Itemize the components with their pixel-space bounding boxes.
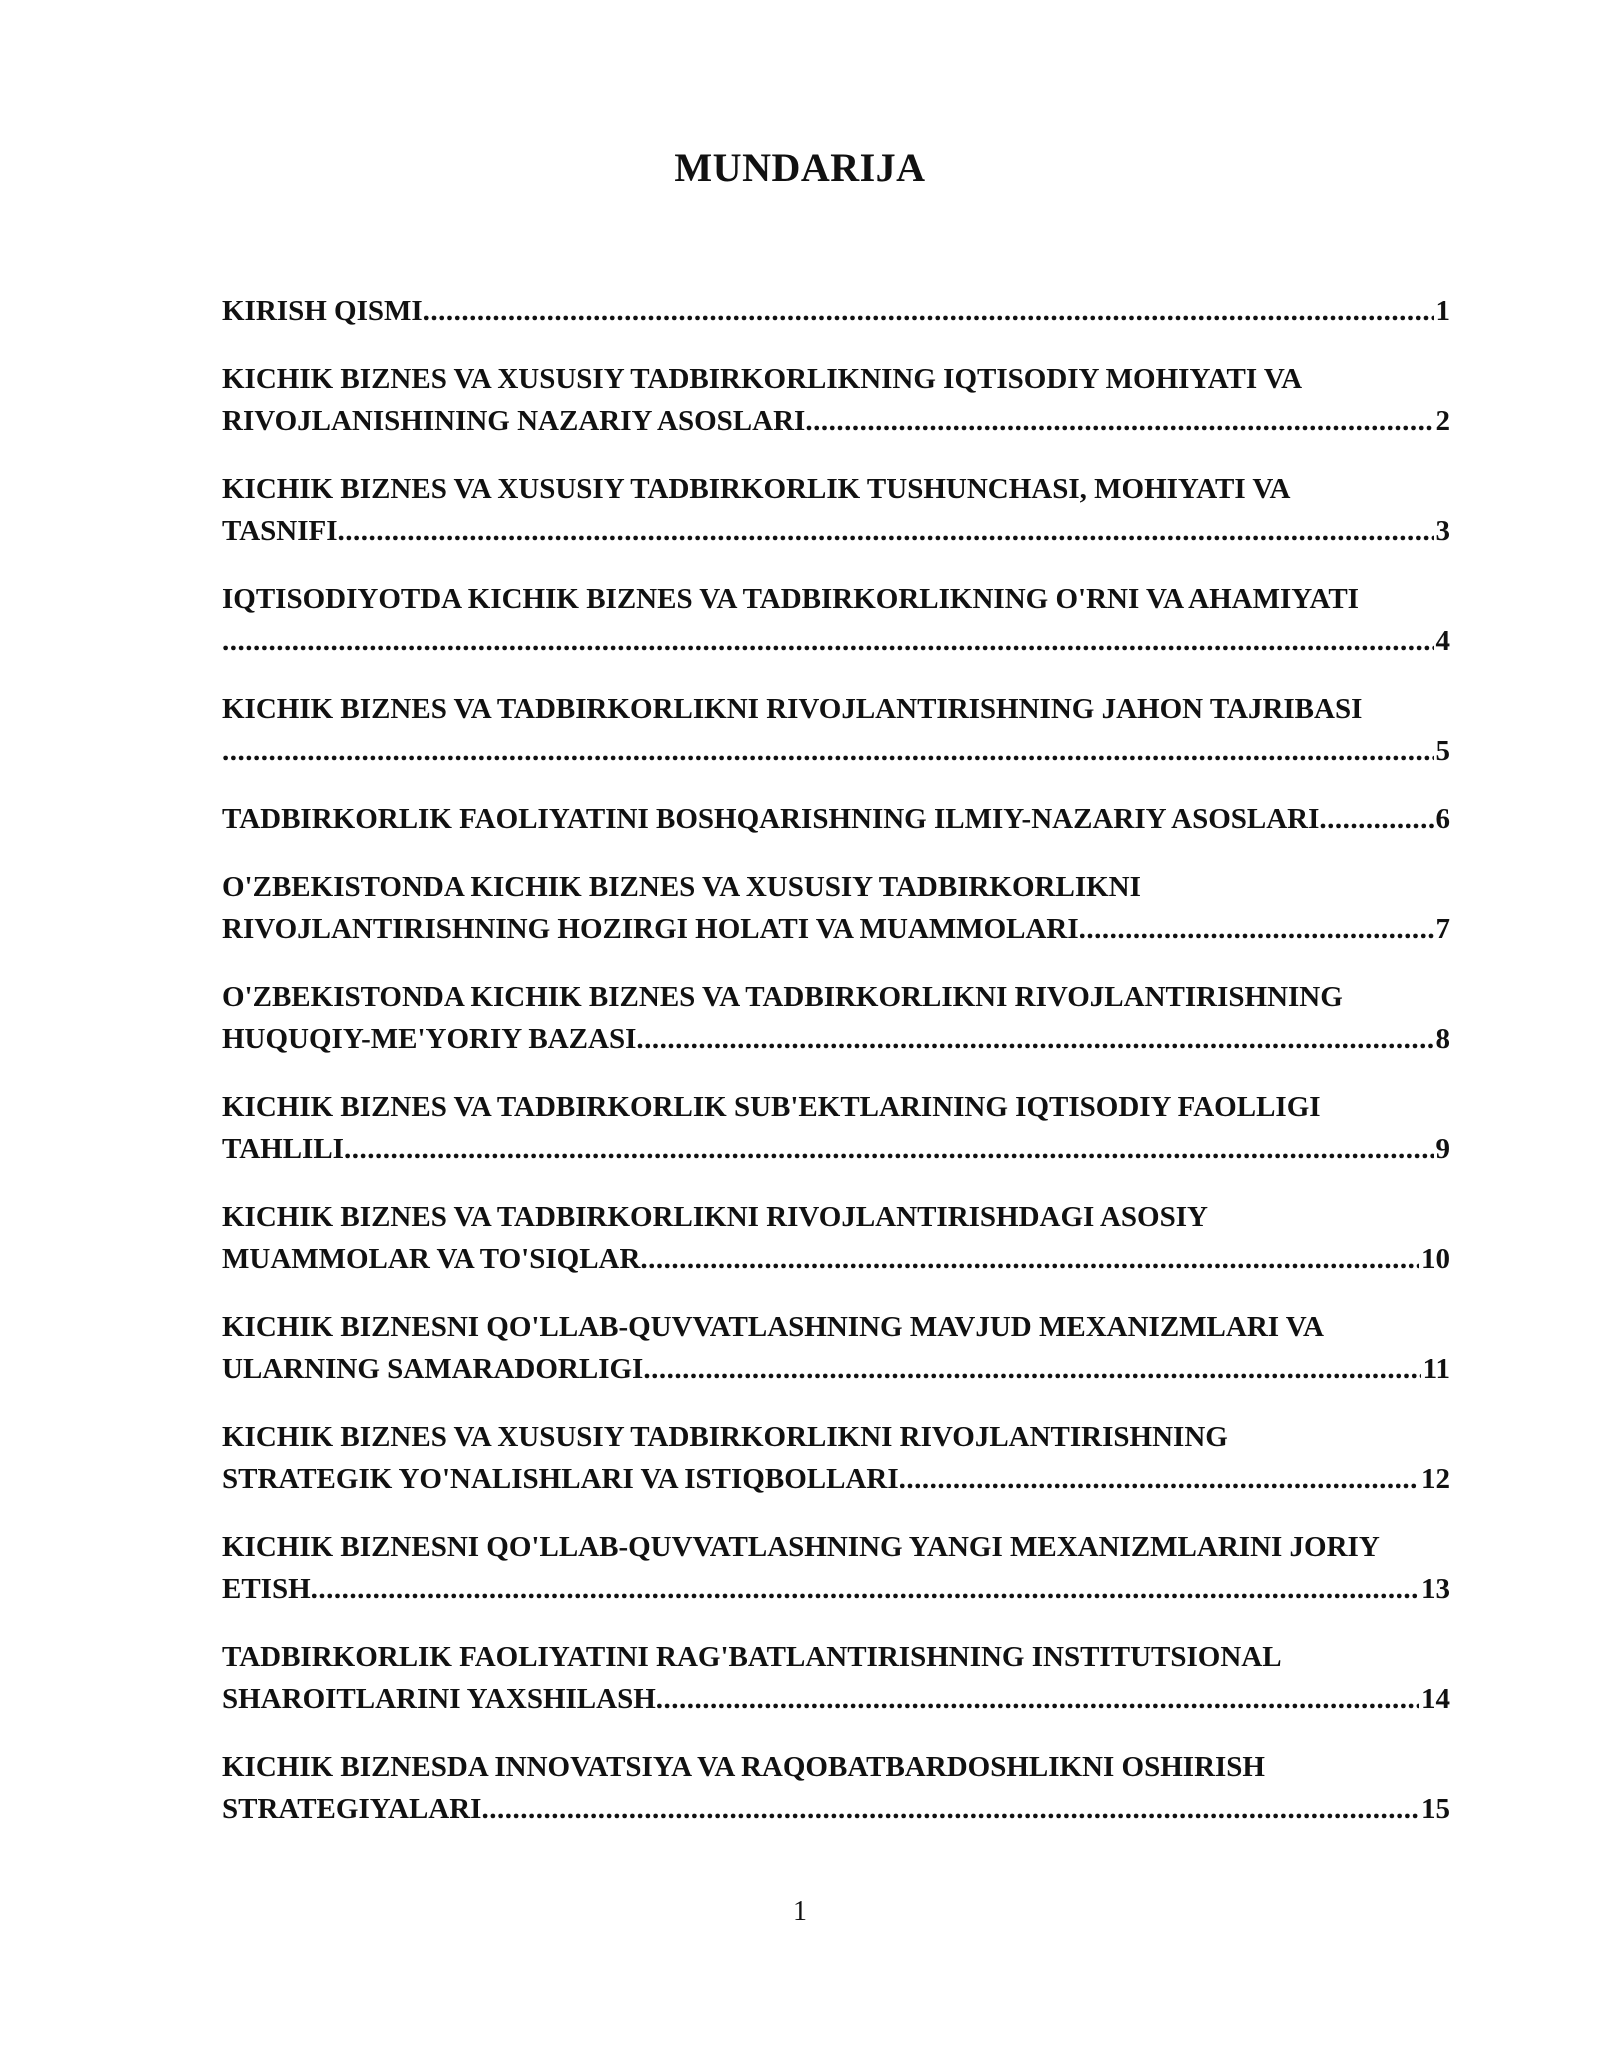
toc-entry[interactable] <box>222 1196 1450 1280</box>
dot-leader <box>1319 798 1433 840</box>
toc-entry-leader-line <box>222 1678 1450 1720</box>
dot-leader <box>222 730 1434 772</box>
toc-entry-title-line: KICHIK BIZNES VA XUSUSIY TADBIRKORLIKNI RIVOJLANTIRISHNING <box>222 1421 1228 1453</box>
toc-entry[interactable] <box>222 468 1450 552</box>
toc-entry-title: TAHLILI <box>222 1133 344 1165</box>
dot-leader <box>344 1128 1434 1170</box>
dot-leader <box>805 400 1433 442</box>
toc-entry-page-number: 6 <box>1435 803 1450 835</box>
toc-entry-leader-line <box>222 1128 1450 1170</box>
toc-entry-title: KIRISH QISMI <box>222 295 423 327</box>
toc-entry-title-line: KICHIK BIZNESNI QO'LLAB-QUVVATLASHNING MAVJUD MEXANIZMLARI VA <box>222 1311 1324 1343</box>
toc-entry[interactable] <box>222 798 1450 840</box>
toc-entry-leader-line <box>222 1788 1450 1830</box>
toc-entry[interactable] <box>222 866 1450 950</box>
toc-entry-title-line: KICHIK BIZNES VA TADBIRKORLIK SUB'EKTLARINING IQTISODIY FAOLLIGI <box>222 1091 1321 1123</box>
toc-entry-title: ETISH <box>222 1573 311 1605</box>
toc-entry-page-number: 7 <box>1435 913 1450 945</box>
toc-entry-leader-line <box>222 730 1450 772</box>
toc-entry[interactable] <box>222 1306 1450 1390</box>
toc-entry-title-line: KICHIK BIZNES VA XUSUSIY TADBIRKORLIKNING IQTISODIY MOHIYATI VA <box>222 363 1303 395</box>
toc-entry[interactable] <box>222 1636 1450 1720</box>
dot-leader <box>1079 908 1434 950</box>
toc-entry-leader-line <box>222 1238 1450 1280</box>
toc-entry-title-line: KICHIK BIZNES VA TADBIRKORLIKNI RIVOJLANTIRISHDAGI ASOSIY <box>222 1201 1208 1233</box>
toc-entry-title-line: KICHIK BIZNES VA TADBIRKORLIKNI RIVOJLANTIRISHNING JAHON TAJRIBASI <box>222 693 1363 725</box>
toc-entry-page-number: 1 <box>1435 295 1450 327</box>
toc-entry[interactable] <box>222 1416 1450 1500</box>
toc-entry[interactable] <box>222 578 1450 662</box>
toc-entry-leader-line <box>222 1458 1450 1500</box>
toc-entry-title: RIVOJLANTIRISHNING HOZIRGI HOLATI VA MUAMMOLARI <box>222 913 1079 945</box>
toc-entry-leader-line <box>222 510 1450 552</box>
toc-entry-leader-line <box>222 1018 1450 1060</box>
toc-entry[interactable] <box>222 290 1450 332</box>
toc-entry-page-number: 3 <box>1435 515 1450 547</box>
toc-entry-page-number: 15 <box>1421 1793 1450 1825</box>
toc-entry-page-number: 12 <box>1421 1463 1450 1495</box>
toc-entry-leader-line <box>222 908 1450 950</box>
dot-leader <box>338 510 1434 552</box>
toc-entry[interactable] <box>222 976 1450 1060</box>
toc-entry[interactable] <box>222 1746 1450 1830</box>
page-title: MUNDARIJA <box>674 145 926 190</box>
toc-entry-title-line: KICHIK BIZNES VA XUSUSIY TADBIRKORLIK TUSHUNCHASI, MOHIYATI VA <box>222 473 1291 505</box>
toc-entry-title-line: KICHIK BIZNESNI QO'LLAB-QUVVATLASHNING YANGI MEXANIZMLARINI JORIY <box>222 1531 1380 1563</box>
toc-entry-title: MUAMMOLAR VA TO'SIQLAR <box>222 1243 641 1275</box>
dot-leader <box>636 1018 1433 1060</box>
toc-entry-page-number: 8 <box>1435 1023 1450 1055</box>
dot-leader <box>481 1788 1419 1830</box>
toc-entry-leader-line <box>222 1568 1450 1610</box>
toc-entry-title: STRATEGIK YO'NALISHLARI VA ISTIQBOLLARI <box>222 1463 899 1495</box>
toc-entry-page-number: 4 <box>1435 625 1450 657</box>
toc-entry-page-number: 14 <box>1421 1683 1450 1715</box>
toc-entry[interactable] <box>222 358 1450 442</box>
toc-entry[interactable] <box>222 1086 1450 1170</box>
toc-entry-leader-line <box>222 400 1450 442</box>
dot-leader <box>899 1458 1419 1500</box>
toc-entry-page-number: 9 <box>1435 1133 1450 1165</box>
table-of-contents <box>222 290 1450 1856</box>
toc-entry-title: ULARNING SAMARADORLIGI <box>222 1353 644 1385</box>
toc-entry-page-number: 10 <box>1421 1243 1450 1275</box>
toc-entry[interactable] <box>222 1526 1450 1610</box>
toc-entry-title-line: TADBIRKORLIK FAOLIYATINI RAG'BATLANTIRISHNING INSTITUTSIONAL <box>222 1641 1282 1673</box>
dot-leader <box>423 290 1434 332</box>
toc-entry-title: TASNIFI <box>222 515 338 547</box>
toc-entry-page-number: 11 <box>1422 1353 1450 1385</box>
toc-entry-title: TADBIRKORLIK FAOLIYATINI BOSHQARISHNING ILMIY-NAZARIY ASOSLARI <box>222 803 1320 835</box>
toc-entry-title-line: IQTISODIYOTDA KICHIK BIZNES VA TADBIRKORLIKNING O'RNI VA AHAMIYATI <box>222 583 1359 615</box>
toc-entry-title: HUQUQIY-ME'YORIY BAZASI <box>222 1023 637 1055</box>
toc-entry-title-line: O'ZBEKISTONDA KICHIK BIZNES VA TADBIRKORLIKNI RIVOJLANTIRISHNING <box>222 981 1343 1013</box>
toc-entry-page-number: 5 <box>1435 735 1450 767</box>
page-number: 1 <box>793 1896 807 1927</box>
toc-entry-title-line: KICHIK BIZNESDA INNOVATSIYA VA RAQOBATBARDOSHLIKNI OSHIRISH <box>222 1751 1265 1783</box>
dot-leader <box>640 1238 1419 1280</box>
toc-entry-title: STRATEGIYALARI <box>222 1793 482 1825</box>
dot-leader <box>656 1678 1419 1720</box>
toc-entry-leader-line <box>222 1348 1450 1390</box>
toc-entry-title: SHAROITLARINI YAXSHILASH <box>222 1683 656 1715</box>
toc-entry-leader-line <box>222 290 1450 332</box>
toc-entry-title-line: O'ZBEKISTONDA KICHIK BIZNES VA XUSUSIY TADBIRKORLIKNI <box>222 871 1141 903</box>
dot-leader <box>222 620 1434 662</box>
toc-entry-leader-line <box>222 620 1450 662</box>
dot-leader <box>643 1348 1420 1390</box>
toc-entry-title: RIVOJLANISHINING NAZARIY ASOSLARI <box>222 405 806 437</box>
toc-entry-page-number: 2 <box>1435 405 1450 437</box>
toc-entry-leader-line <box>222 798 1450 840</box>
toc-entry[interactable] <box>222 688 1450 772</box>
dot-leader <box>311 1568 1419 1610</box>
toc-entry-page-number: 13 <box>1421 1573 1450 1605</box>
